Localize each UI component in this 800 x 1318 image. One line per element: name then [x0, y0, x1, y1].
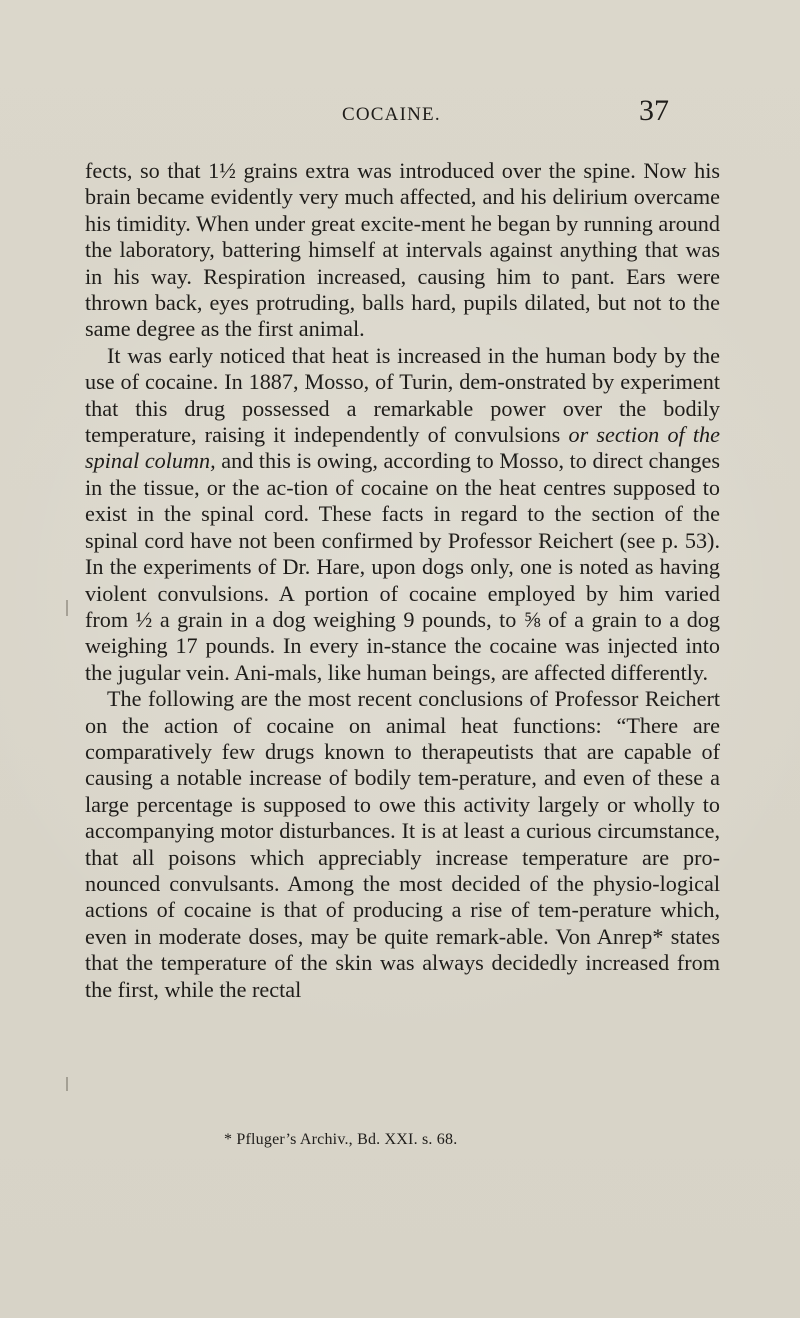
paragraph-1: fects, so that 1½ grains extra was introduced over the spine. Now his brain became evidently very much affected, and his delirium overcame his timidity. When under great excite-ment he began by running around the laboratory, battering himself at intervals against anything that was in his way. Respiration increased, causing him to pant. Ears were thrown back, eyes protruding, balls hard, pupils dilated, but not to the same degree as the first animal.	[85, 158, 720, 342]
paragraph-3: The following are the most recent conclusions of Professor Reichert on the action of cocaine on animal heat functions: “There are comparatively few drugs known to therapeutists that are capable of causing a notable increase of bodily tem-perature, and even of these a large percentage is supposed to owe this activity largely or wholly to accompanying motor disturbances. It is at least a curious circumstance, that all poisons which appreciably increase temperature are pro-nounced convulsants. Among the most decided of the physio-logical actions of cocaine is that of producing a rise of tem-perature which, even in moderate doses, may be quite remark-able. Von Anrep* states that the temperature of the skin was always decidedly increased from the first, while the rectal	[85, 686, 720, 1002]
paragraph-2	[85, 343, 720, 686]
running-head	[0, 96, 800, 136]
margin-mark	[66, 600, 68, 616]
paragraph-2-italic: or section of the spinal column,	[85, 422, 720, 474]
paragraph-2-end: and this is owing, according to Mosso, to direct changes in the tissue, or the ac-tion of cocaine on the heat centres supposed to exist in the spinal cord. These facts in regard to the section of the spinal cord have not been confirmed by Professor Reichert (see p. 53). In the experiments of Dr. Hare, upon dogs only, one is noted as having violent convulsions. A portion of cocaine employed by him varied from ½ a grain in a dog weighing 9 pounds, to ⅝ of a grain to a dog weighing 17 pounds. In every in-stance the cocaine was injected into the jugular vein. Ani-mals, like human beings, are affected differently.	[85, 448, 721, 685]
margin-mark	[66, 1077, 68, 1091]
footnote: * Pfluger’s Archiv., Bd. XXI. s. 68.	[224, 1131, 458, 1148]
page-number: 37	[639, 94, 669, 127]
chapter-title: COCAINE.	[342, 104, 441, 125]
paragraph-2-start: It was early noticed that heat is increased in the human body by the use of cocaine. In 1887, Mosso, of Turin, dem-onstrated by experiment that this drug possessed a remarkable power over the bodily temperature, raising it independently of convulsions	[85, 342, 720, 448]
body-text	[85, 158, 720, 1003]
